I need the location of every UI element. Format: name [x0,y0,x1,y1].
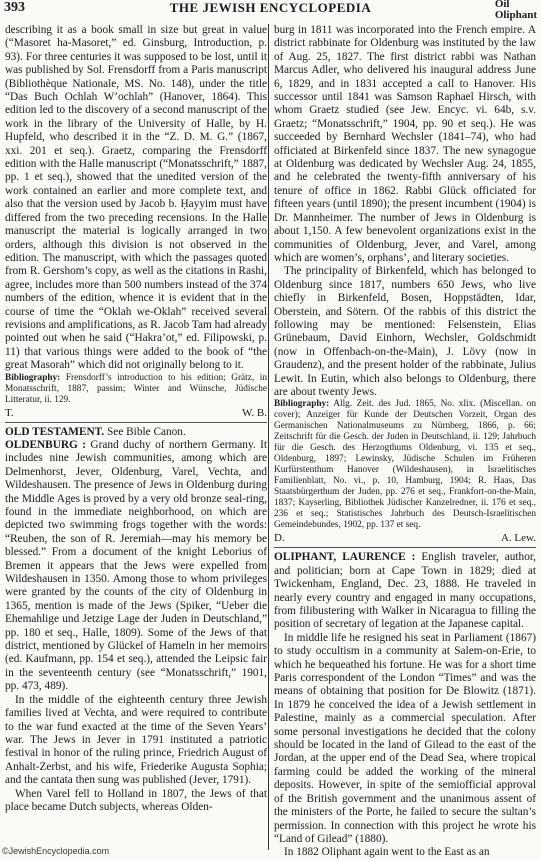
oliphant-paragraph-3: In 1882 Oliphant again went to the East as an [284,846,490,859]
bibliography-ochlah: Bibliography: Frensdorff’s introduction to his edition; Grätz, in Monatsschrift, 1887, passim; Winter and Wünsche, Jüdische Litteratur, ii. 129. [5,372,267,405]
oldenburg-continued: burg in 1811 was incorporated into the French empire. A district rabbinate for Oldenburg was instituted by the law of Aug. 25, 1827. The first district rabbi was Nathan Marcus Adler, who delivered his inaugural address June 6, 1829, and in 1831 accepted a call to Hanover. His successor until 1841 was Samson Raphael Hirsch, with whom Graetz studied (see Jew. Encyc. vi. 64b, s.v. Graetz; “Monatsschrift,” 1904, pp. 90 et seq.). He was succeeded by Bernhard Wechsler (1841–74), who had officiated at Birkenfeld since 1837. The new synagogue at Oldenburg was dedicated by Wechsler Aug. 24, 1855, and he celebrated the twenty-fifth anniversary of his tenure of office in 1862. Rabbi Glück officiated for fifteen years (until 1890); the present incumbent (1904) is Dr. Mannheimer. The number of Jews in Oldenburg is about 1,150. A few benevolent organizations exist in the communities of Oldenburg, Jever, and Varel, among which are women’s, orphans’, and literary societies. [274,24,536,264]
catchwords [495,0,537,21]
ochlah-paragraph: describing it as a book small in size but great in value (“Masoret ha-Masoret,” ed. Ginsburg, Introduction, p. 93). For three centuries it was supposed to be lost, until it was published by Sol. Frensdorff from a Paris manuscript (Bibliothèque Nationale, MS. No. 148), under the title “Das Buch Ochlah W’ochlah” (Hanover, 1864). This edition led to the discovery of a second manuscript of the work in the library of the University of Halle, by H. Hupfeld, who described it in the “Z. D. M. G.” (1867, xxi. 201 et seq.). Graetz, comparing the Frensdorff edition with the Halle manuscript (“Monatsschrift,” 1887, pp. 1 et seq.), showed that the unedited version of the work contained an earlier and more complete text, and also that the version used by Jacob b. Ḥayyim must have differed from the two preceding recensions. In the Halle manuscript the material is logically arranged in two orders, although this division is not observed in the edition. The manuscript, with which the passages quoted from R. Gershom’s copy, as well as the citations in Rashi, agree, includes more than 500 numbers instead of the 374 numbers of the edition, whence it is evident that in the course of time the “Oklah we-Oklah” received several revisions and amplifications, as R. Jacob Tam had already pointed out when he said (“Hakra’ot,” ed. Filipowski, p. 11) that various things were added to the book of “the great Masorah” which did not originally belong to it. [5,24,267,372]
right-column [274,24,536,860]
oldenburg-paragraph-2: In the middle of the eighteenth century three Jewish families lived at Vechta, and were required to contribute to the war fund exacted at the time of the Seven Years’ war. The Jews in Jever in 1791 instituted a patriotic festival in honor of the ruling prince, Friedrich August of Anhalt-Zerbst, and his wife, Friederike Augusta Sophia; and the cantata then sung was published (Jever, 1791). [5,693,267,787]
page-header [0,0,541,26]
left-column [5,24,267,814]
page-number: 393 [4,0,25,15]
catchword-bottom: Oliphant [494,9,537,21]
divider [5,422,267,423]
column-divider [268,24,269,850]
oldenburg-entry: OLDENBURG : Grand duchy of northern Germany. It includes nine Jewish communities, among which are Delmenhorst, Jever, Oldenburg, Varel, Vechta, and Wildeshausen. The presence of Jews in Oldenburg during the Middle Ages is proved by a very old bronze seal-ring, found in the immediate neighborhood, on which are depicted two swimming frogs together with the words: “Reuben, the son of R. Jeremiah—may his memory be blessed.” From a document of the knight Leborius of Bremen it appears that the Jews were expelled from Wildeshausen in 1350. Among those to whom privileges were granted by the counts of the city of Oldenburg in 1365, mention is made of the Jews (Spiker, “Ueber die Ehemahlige und Jetzige Lage der Juden in Deutschland,” pp. 180 et seq., Halle, 1809). Some of the Jews of that district, mentioned by Glückel of Hameln in her memoirs (ed. Kaufmann, pp. 154 et seq.), attended the Leipsic fair in the seventeenth century (see “Monatsschrift,” 1901, pp. 473, 489). [5,438,267,693]
birkenfeld-paragraph: The principality of Birkenfeld, which has belonged to Oldenburg since 1817, numbers 650 Jews, who live chiefly in Birkenfeld, Bosen, Hoppstädten, Idar, Oberstein, and Sötern. Of the rabbis of this district the following may be mentioned: Felsenstein, Elias Grünebaum, David Einhorn, Wechsler, Goldschmidt (now in Offenbach-on-the-Main), J. Lövy (now in Graudenz), and the present holder of the rabbinate, Julius Lewit. In Eutin, which also belongs to Oldenburg, there are about twenty Jews. [274,265,536,398]
divider [274,547,536,548]
oliphant-paragraph-2: In middle life he resigned his seat in Parliament (1867) to study occultism in a community at Salem-on-Erie, to which he bequeathed his fortune. He was for a short time Paris correspondent of the London “Times” and was the means of obtaining that position for De Blowitz (1871). In 1879 he conceived the idea of a Jewish settlement in Palestine, mainly as a commercial speculation. After some personal investigations he decided that the colony should be located in the land of Gilead to the east of the Jordan, at the upper end of the Dead Sea, where tropical farming could be added the working of the mineral deposits. However, in spite of the semiofficial approval of the British government and the unanimous assent of the ministers of the Porte, he failed to secure the sultan’s permission. In connection with this project he wrote his “Land of Gilead” (1880). [274,631,536,845]
bibliography-oldenburg: Bibliography: Allg. Zeit. des Jud. 1865, No. xlix. (Miscellan. on cover); Anzeiger für Kunde der Deutschen Vorzeit, Organ des Germanischen Nationalmuseums zu Nürnberg, 1866, p. 66; Zeitschrift für die Gesch. der Juden in Deutschland, ii. 129; Jahrbuch für die Gesch. des Herzogthums Oldenburg, vi. 135 et seq., Oldenburg, 1897; Lewinsky, Jüdische Schulen im Früheren Kurfürstenthum Hanover (Wildeshausen), in Israelitisches Familienblatt, No. vi., p. 10, Hamburg, 1904; R. Haas, Das Staatsbürgerthum der Juden, pp. 276 et seq., Frankfort-on-the-Main, 1837; Kayserling, Bibliothek Jüdischer Kanzelredner, ii. 176 et seq., 236 et seq.; Statistisches Jahrbuch des Deutsch-Israelitischen Gemeindebundes, 1902, pp. 137 et seq. [274,399,536,531]
copyright-footer: ©JewishEncyclopedia.com [2,846,110,856]
oldenburg-paragraph-3: When Varel fell to Holland in 1807, the Jews of that place became Dutch subjects, whereas Olden- [5,787,267,813]
signature-ochlah: T. W. B. [5,406,267,419]
catchword-top: Oil [494,0,510,10]
old-testament-entry: OLD TESTAMENT. See Bible Canon. [5,425,186,438]
oliphant-entry: OLIPHANT, LAURENCE : English traveler, author, and politician; born at Cape Town in 1829; died at Twickenham, England, Dec. 23, 1888. He traveled in nearly every country and engaged in many occupations, from filibustering with Walker in Nicaragua to filling the position of secretary of legation at the Japanese capital. [274,551,536,631]
signature-oldenburg: D. A. Lew. [274,532,536,545]
running-title: THE JEWISH ENCYCLOPEDIA [169,0,372,15]
